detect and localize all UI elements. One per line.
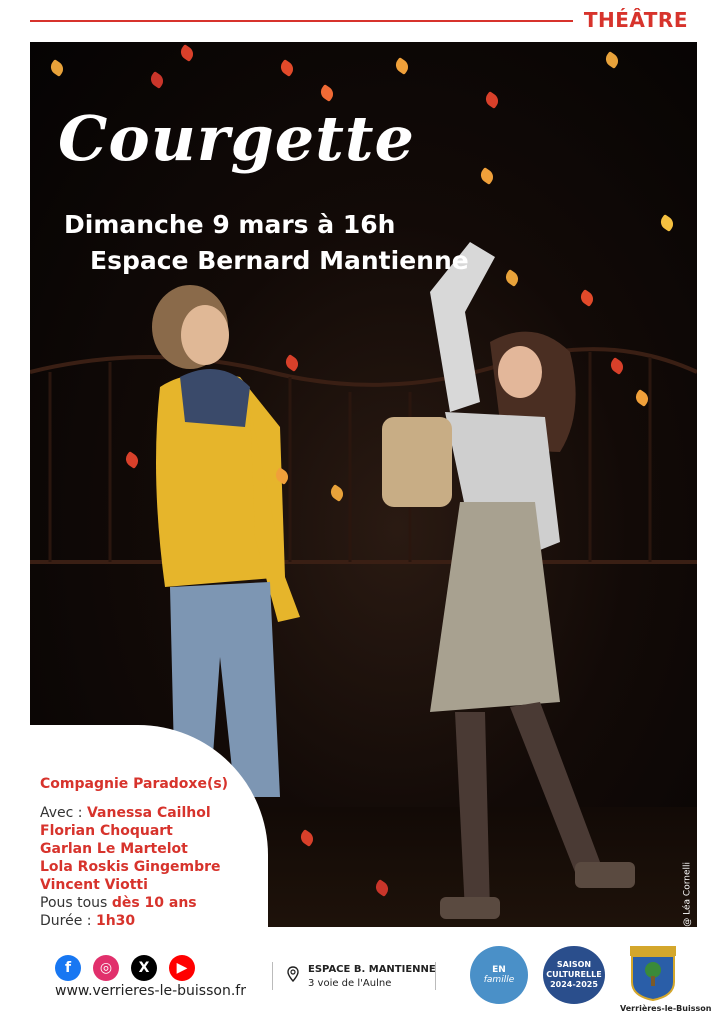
cast-list <box>40 804 221 930</box>
x-icon[interactable]: X <box>131 955 157 981</box>
duration-label: Durée : <box>40 913 96 929</box>
leaf <box>178 44 196 62</box>
duration-value: 1h30 <box>95 913 136 929</box>
show-date: Dimanche 9 mars à 16h <box>64 210 396 239</box>
leaf <box>393 57 411 75</box>
header-rule <box>30 20 573 22</box>
facebook-icon[interactable]: f <box>55 955 81 981</box>
en-famille-logo: EN famille <box>470 946 528 1004</box>
leaf <box>318 84 336 102</box>
audience-label: Pous tous <box>40 895 112 911</box>
show-venue: Espace Bernard Mantienne <box>90 246 469 275</box>
actor-name: Garlan Le Martelot <box>40 841 188 857</box>
actor-woman <box>370 222 650 922</box>
company-name: Compagnie Paradoxe(s) <box>40 776 229 792</box>
audience-value: dès 10 ans <box>111 895 197 911</box>
leaf <box>148 71 166 89</box>
leaf <box>483 91 501 109</box>
photo-credit: @ Léa Cornelli <box>683 862 693 927</box>
actor-name: Vanessa Cailhol <box>86 805 211 821</box>
actor-man <box>120 277 340 797</box>
leaf <box>478 167 496 185</box>
show-title: Courgette <box>58 102 415 175</box>
town-name: Verrières-le-Buisson <box>620 1004 712 1013</box>
footer-venue-address: 3 voie de l'Aulne <box>308 978 392 989</box>
leaf <box>658 214 676 232</box>
leaf <box>278 59 296 77</box>
website-link[interactable]: www.verrieres-le-buisson.fr <box>55 983 246 999</box>
social-links <box>55 955 195 981</box>
location-pin-icon <box>285 966 301 982</box>
leaf <box>603 51 621 69</box>
town-crest-icon <box>624 942 682 1002</box>
actor-name: Florian Choquart <box>40 823 173 839</box>
footer-venue-name: ESPACE B. MANTIENNE <box>308 964 436 975</box>
category-label: THÉÂTRE <box>583 8 688 32</box>
instagram-icon[interactable]: ◎ <box>93 955 119 981</box>
actor-name: Lola Roskis Gingembre <box>40 859 221 875</box>
with-label: Avec : <box>40 805 87 821</box>
leaf <box>48 59 66 77</box>
actor-name: Vincent Viotti <box>40 877 148 893</box>
saison-culturelle-logo: SAISON CULTURELLE 2024-2025 <box>543 946 605 1004</box>
youtube-icon[interactable]: ▶ <box>169 955 195 981</box>
